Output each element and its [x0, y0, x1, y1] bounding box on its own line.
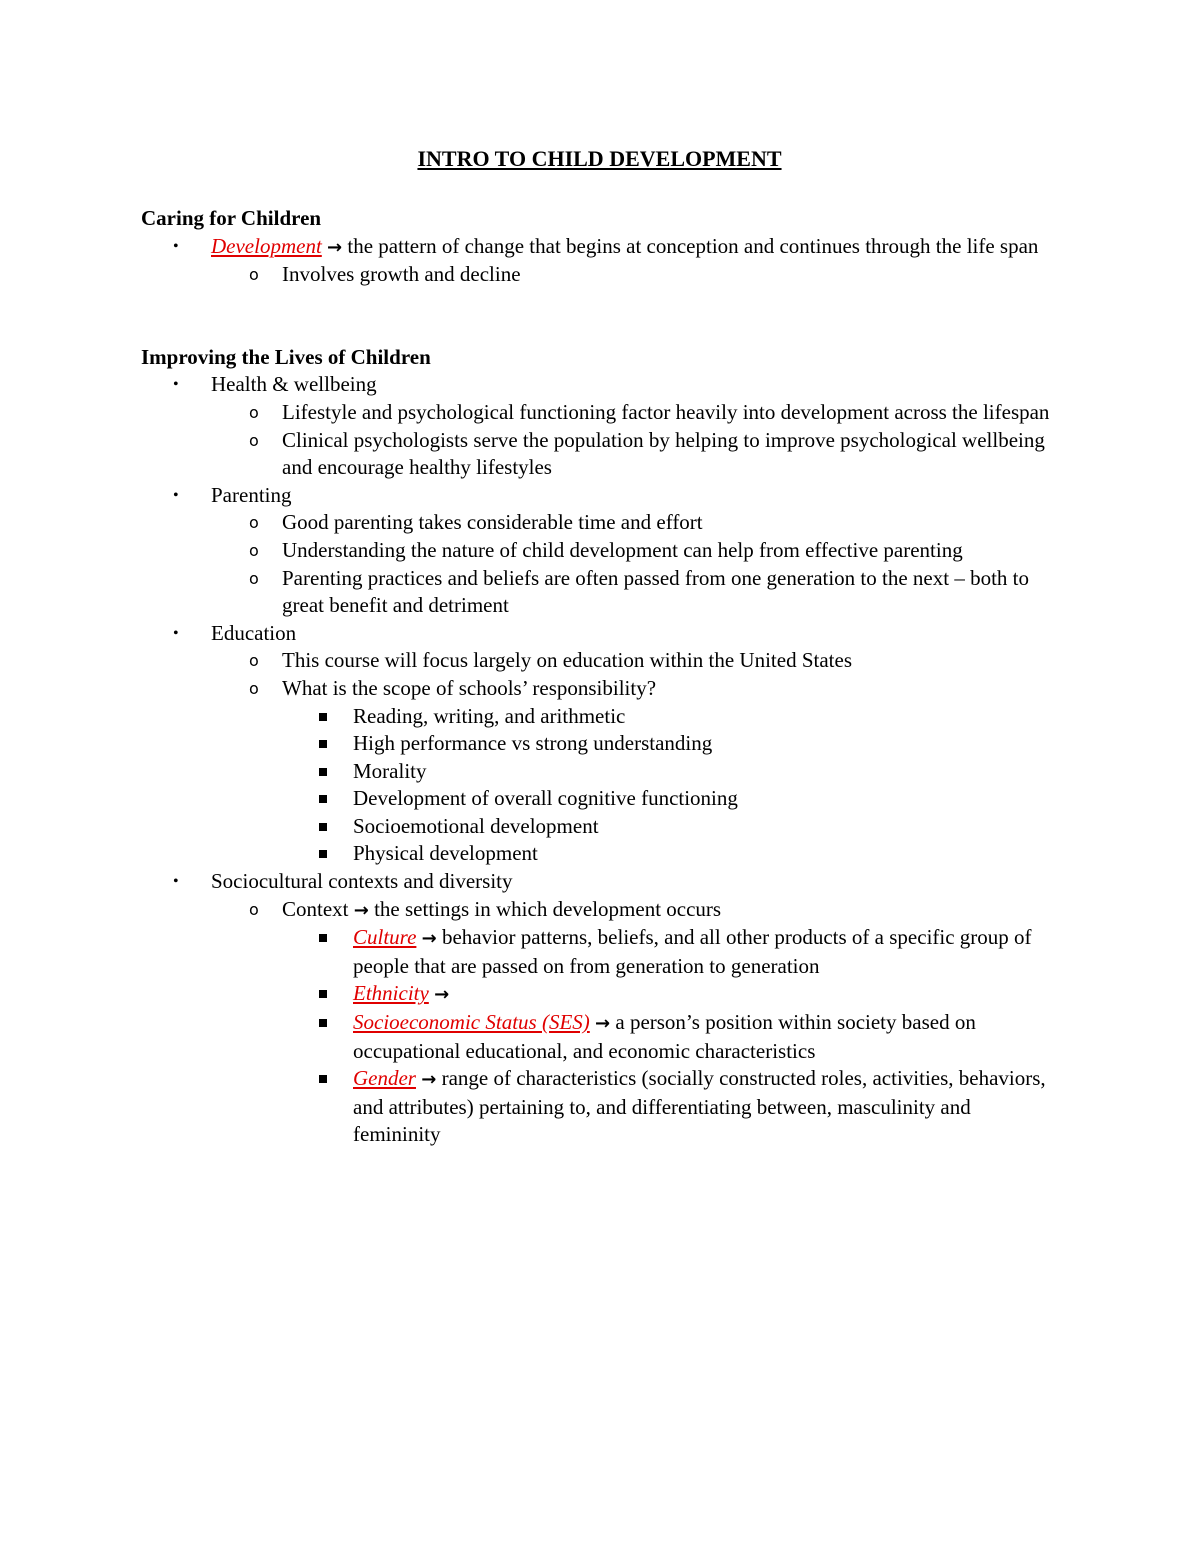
term-gender: Gender [353, 1066, 416, 1091]
square-bullet-icon [319, 1075, 327, 1083]
sub-bullet-icon: o [249, 513, 259, 533]
sub-bullet-icon: o [249, 265, 259, 285]
square-bullet-icon [319, 850, 327, 858]
sub-item-context: o Context → the settings in which development occurs Culture → behavior patterns, beliefs, and all other products of a specific group of people that are passed on from generation to generation Ethnicity → Socioeconomic Status (SES) → a person’s position within society based on occupational educational, and economic characteristics Gender → range of characteristics (socially constructed roles, activities, behaviors, and attributes) pertaining to, and differentiating between, masculinity and femininity [211, 896, 1058, 1149]
square-bullet-icon [319, 934, 327, 942]
square-bullet-icon [319, 795, 327, 803]
sub-bullet-icon: o [249, 402, 259, 422]
sub-item: o Good parenting takes considerable time and effort [211, 509, 1058, 537]
term-culture: Culture [353, 925, 417, 950]
sub-sub-item: Socioemotional development [282, 813, 1058, 841]
list-item-health: • Health & wellbeing o Lifestyle and psychological functioning factor heavily into development across the lifespan o Clinical psychologists serve the population by helping to improve psychological wellbeing and encourage healthy lifestyles [141, 371, 1058, 481]
term-item-gender: Gender → range of characteristics (socially constructed roles, activities, behaviors, and attributes) pertaining to, and differentiating between, masculinity and femininity [282, 1065, 1058, 1149]
square-bullet-icon [319, 713, 327, 721]
arrow-icon: → [421, 1069, 437, 1091]
term-ethnicity: Ethnicity [353, 981, 429, 1006]
list-item-education: • Education o This course will focus largely on education within the United States o What is the scope of schools’ responsibility? Reading, writing, and arithmetic High performance vs strong understanding Morality Development of overall cognitive functioning Socioemotional development Physical development [141, 620, 1058, 868]
sub-bullet-icon: o [249, 568, 259, 588]
sub-sub-item: Reading, writing, and arithmetic [282, 703, 1058, 731]
square-bullet-icon [319, 823, 327, 831]
term-item-ethnicity [282, 980, 1058, 1009]
sub-item: o This course will focus largely on education within the United States [211, 647, 1058, 675]
list-item-sociocultural: • Sociocultural contexts and diversity o Context → the settings in which development occurs Culture → behavior patterns, beliefs, and all other products of a specific group of people that are passed on from generation to generation Ethnicity → Socioeconomic Status (SES) → a person’s position within society based on occupational educational, and economic characteristics Gender → range of characteristics (socially constructed roles, activities, behaviors, and attributes) pertaining to, and differentiating between, masculinity and femininity [141, 868, 1058, 1149]
list-item-development [141, 233, 1058, 289]
sub-bullet-icon: o [249, 899, 259, 919]
improving-list [141, 371, 1058, 1149]
sub-bullet-icon: o [249, 651, 259, 671]
arrow-icon: → [421, 928, 437, 950]
sub-sub-item: High performance vs strong understanding [282, 730, 1058, 758]
square-bullet-icon [319, 740, 327, 748]
sub-item: o What is the scope of schools’ responsibility? Reading, writing, and arithmetic High performance vs strong understanding Morality Development of overall cognitive functioning Socioemotional development Physical development [211, 675, 1058, 868]
term-development: Development [211, 233, 322, 258]
term-item-culture: Culture → behavior patterns, beliefs, and all other products of a specific group of people that are passed on from generation to generation [282, 924, 1058, 980]
term-item-ses: Socioeconomic Status (SES) → a person’s position within society based on occupational educational, and economic characteristics [282, 1009, 1058, 1065]
bullet-icon: • [173, 376, 179, 394]
sub-sub-item: Morality [282, 758, 1058, 786]
sub-sub-item: Physical development [282, 840, 1058, 868]
arrow-icon: → [327, 236, 343, 258]
list-item-parenting: • Parenting o Good parenting takes considerable time and effort o Understanding the nature of child development can help from effective parenting o Parenting practices and beliefs are often passed from one generation to the next – both to great benefit and detriment [141, 482, 1058, 620]
square-bullet-icon [319, 768, 327, 776]
arrow-icon: → [595, 1013, 611, 1035]
sub-item: o Involves growth and decline [211, 261, 1058, 289]
caring-list [141, 233, 1058, 289]
sub-item: o Clinical psychologists serve the population by helping to improve psychological wellbeing and encourage healthy lifestyles [249, 427, 1045, 480]
sub-sub-item: Development of overall cognitive functioning [282, 785, 1058, 813]
sub-bullet-icon: o [249, 430, 259, 450]
sub-item: o Lifestyle and psychological functioning factor heavily into development across the lifespan [211, 399, 1058, 427]
definition-development: the pattern of change that begins at conception and continues through the life span [342, 233, 1039, 258]
term-ses: Socioeconomic Status (SES) [353, 1010, 590, 1035]
page-title: INTRO TO CHILD DEVELOPMENT [417, 146, 782, 171]
sub-item: o Understanding the nature of child development can help from effective parenting [211, 537, 1058, 565]
square-bullet-icon [319, 990, 327, 998]
sub-item: o Parenting practices and beliefs are often passed from one generation to the next – both to great benefit and detriment [249, 565, 1029, 618]
bullet-icon: • [173, 624, 179, 642]
arrow-icon: → [353, 899, 369, 921]
section-heading-caring: Caring for Children [141, 206, 322, 230]
bullet-icon: • [173, 873, 179, 891]
bullet-icon: • [173, 237, 179, 255]
bullet-icon: • [173, 486, 179, 504]
square-bullet-icon [319, 1019, 327, 1027]
sub-bullet-icon: o [249, 678, 259, 698]
sub-bullet-icon: o [249, 540, 259, 560]
section-heading-improving: Improving the Lives of Children [141, 344, 431, 369]
arrow-icon: → [434, 984, 450, 1006]
